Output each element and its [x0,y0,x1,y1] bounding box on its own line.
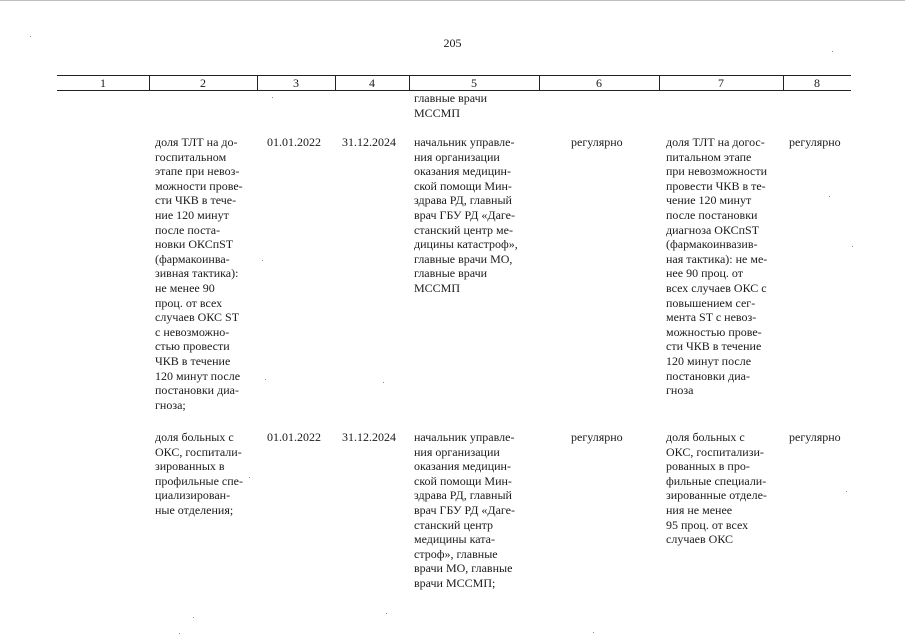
row2-start-date: 01.01.2022 [267,430,321,444]
scan-speck [30,36,31,37]
scan-speck [265,379,266,380]
header-col-5: 5 [471,76,477,90]
row1-frequency: регулярно [571,135,623,149]
scan-speck [852,246,853,247]
scan-speck [193,617,194,618]
row1-end-date: 31.12.2024 [342,135,396,149]
header-col-6: 6 [596,76,602,90]
scan-speck [386,613,387,614]
header-col-4: 4 [369,76,375,90]
table-header-row [57,75,851,91]
row1-responsible: начальник управле- ния организации оказания медицин- ской помощи Мин- здрава РД, главный врач ГБУ РД «Даге- станский центр ме- дицины катастроф», главные врачи МО, главные врачи МССМП [414,135,518,295]
top-rule [0,0,905,1]
row1-indicator: доля ТЛТ на до- госпитальном этапе при невоз- можности прове- сти ЧКВ в тече- ние 120 минут после поста- новки ОКСпST (фармакоинва- зивная тактика): не менее 90 проц. от всех случаев ОКС ST с невозможно- стью провести ЧКВ в течение 120 минут после постановки диа- гноза; [155,135,243,412]
row2-frequency-result: регулярно [789,430,841,444]
scan-speck [262,260,263,261]
row1-frequency-result: регулярно [789,135,841,149]
scan-speck [179,633,180,634]
header-col-8: 8 [814,76,820,90]
row2-frequency: регулярно [571,430,623,444]
row1-start-date: 01.01.2022 [267,135,321,149]
row2-responsible: начальник управле- ния организации оказания медицин- ской помощи Мин- здрава РД, главный врач ГБУ РД «Даге- станский центр медицины ката- строф», главные врачи МО, главные врачи МССМП; [414,430,516,590]
header-col-1: 1 [100,76,106,90]
page-number: 205 [443,36,462,50]
scan-speck [832,51,833,52]
row2-indicator: доля больных с ОКС, госпитали- зированных в профильные спе- циализирован- ные отделения; [155,430,243,517]
scan-speck [829,196,830,197]
row2-end-date: 31.12.2024 [342,430,396,444]
scan-speck [846,491,847,492]
row2-result: доля больных с ОКС, госпитализи- рованных в про- фильные специали- зированные отделе- ния не менее 95 проц. от всех случаев ОКС [666,430,767,547]
scan-speck [593,632,594,633]
scan-speck [249,477,250,478]
header-col-2: 2 [200,76,206,90]
scan-speck [383,382,384,383]
header-col-3: 3 [293,76,299,90]
continuation-responsible: главные врачи МССМП [414,91,488,120]
header-col-7: 7 [718,76,724,90]
row1-result: доля ТЛТ на догос- питальном этапе при невозможности провести ЧКВ в те- чение 120 минут после постановки диагноза ОКСпST (фармакоинвазив- ная тактика): не ме- нее 90 проц. от всех случаев ОКС с повышением сег- мента ST с невоз- можностью прове- сти ЧКВ в течение 120 минут после постановки диа- гноза [666,135,768,398]
scan-speck [272,97,273,98]
